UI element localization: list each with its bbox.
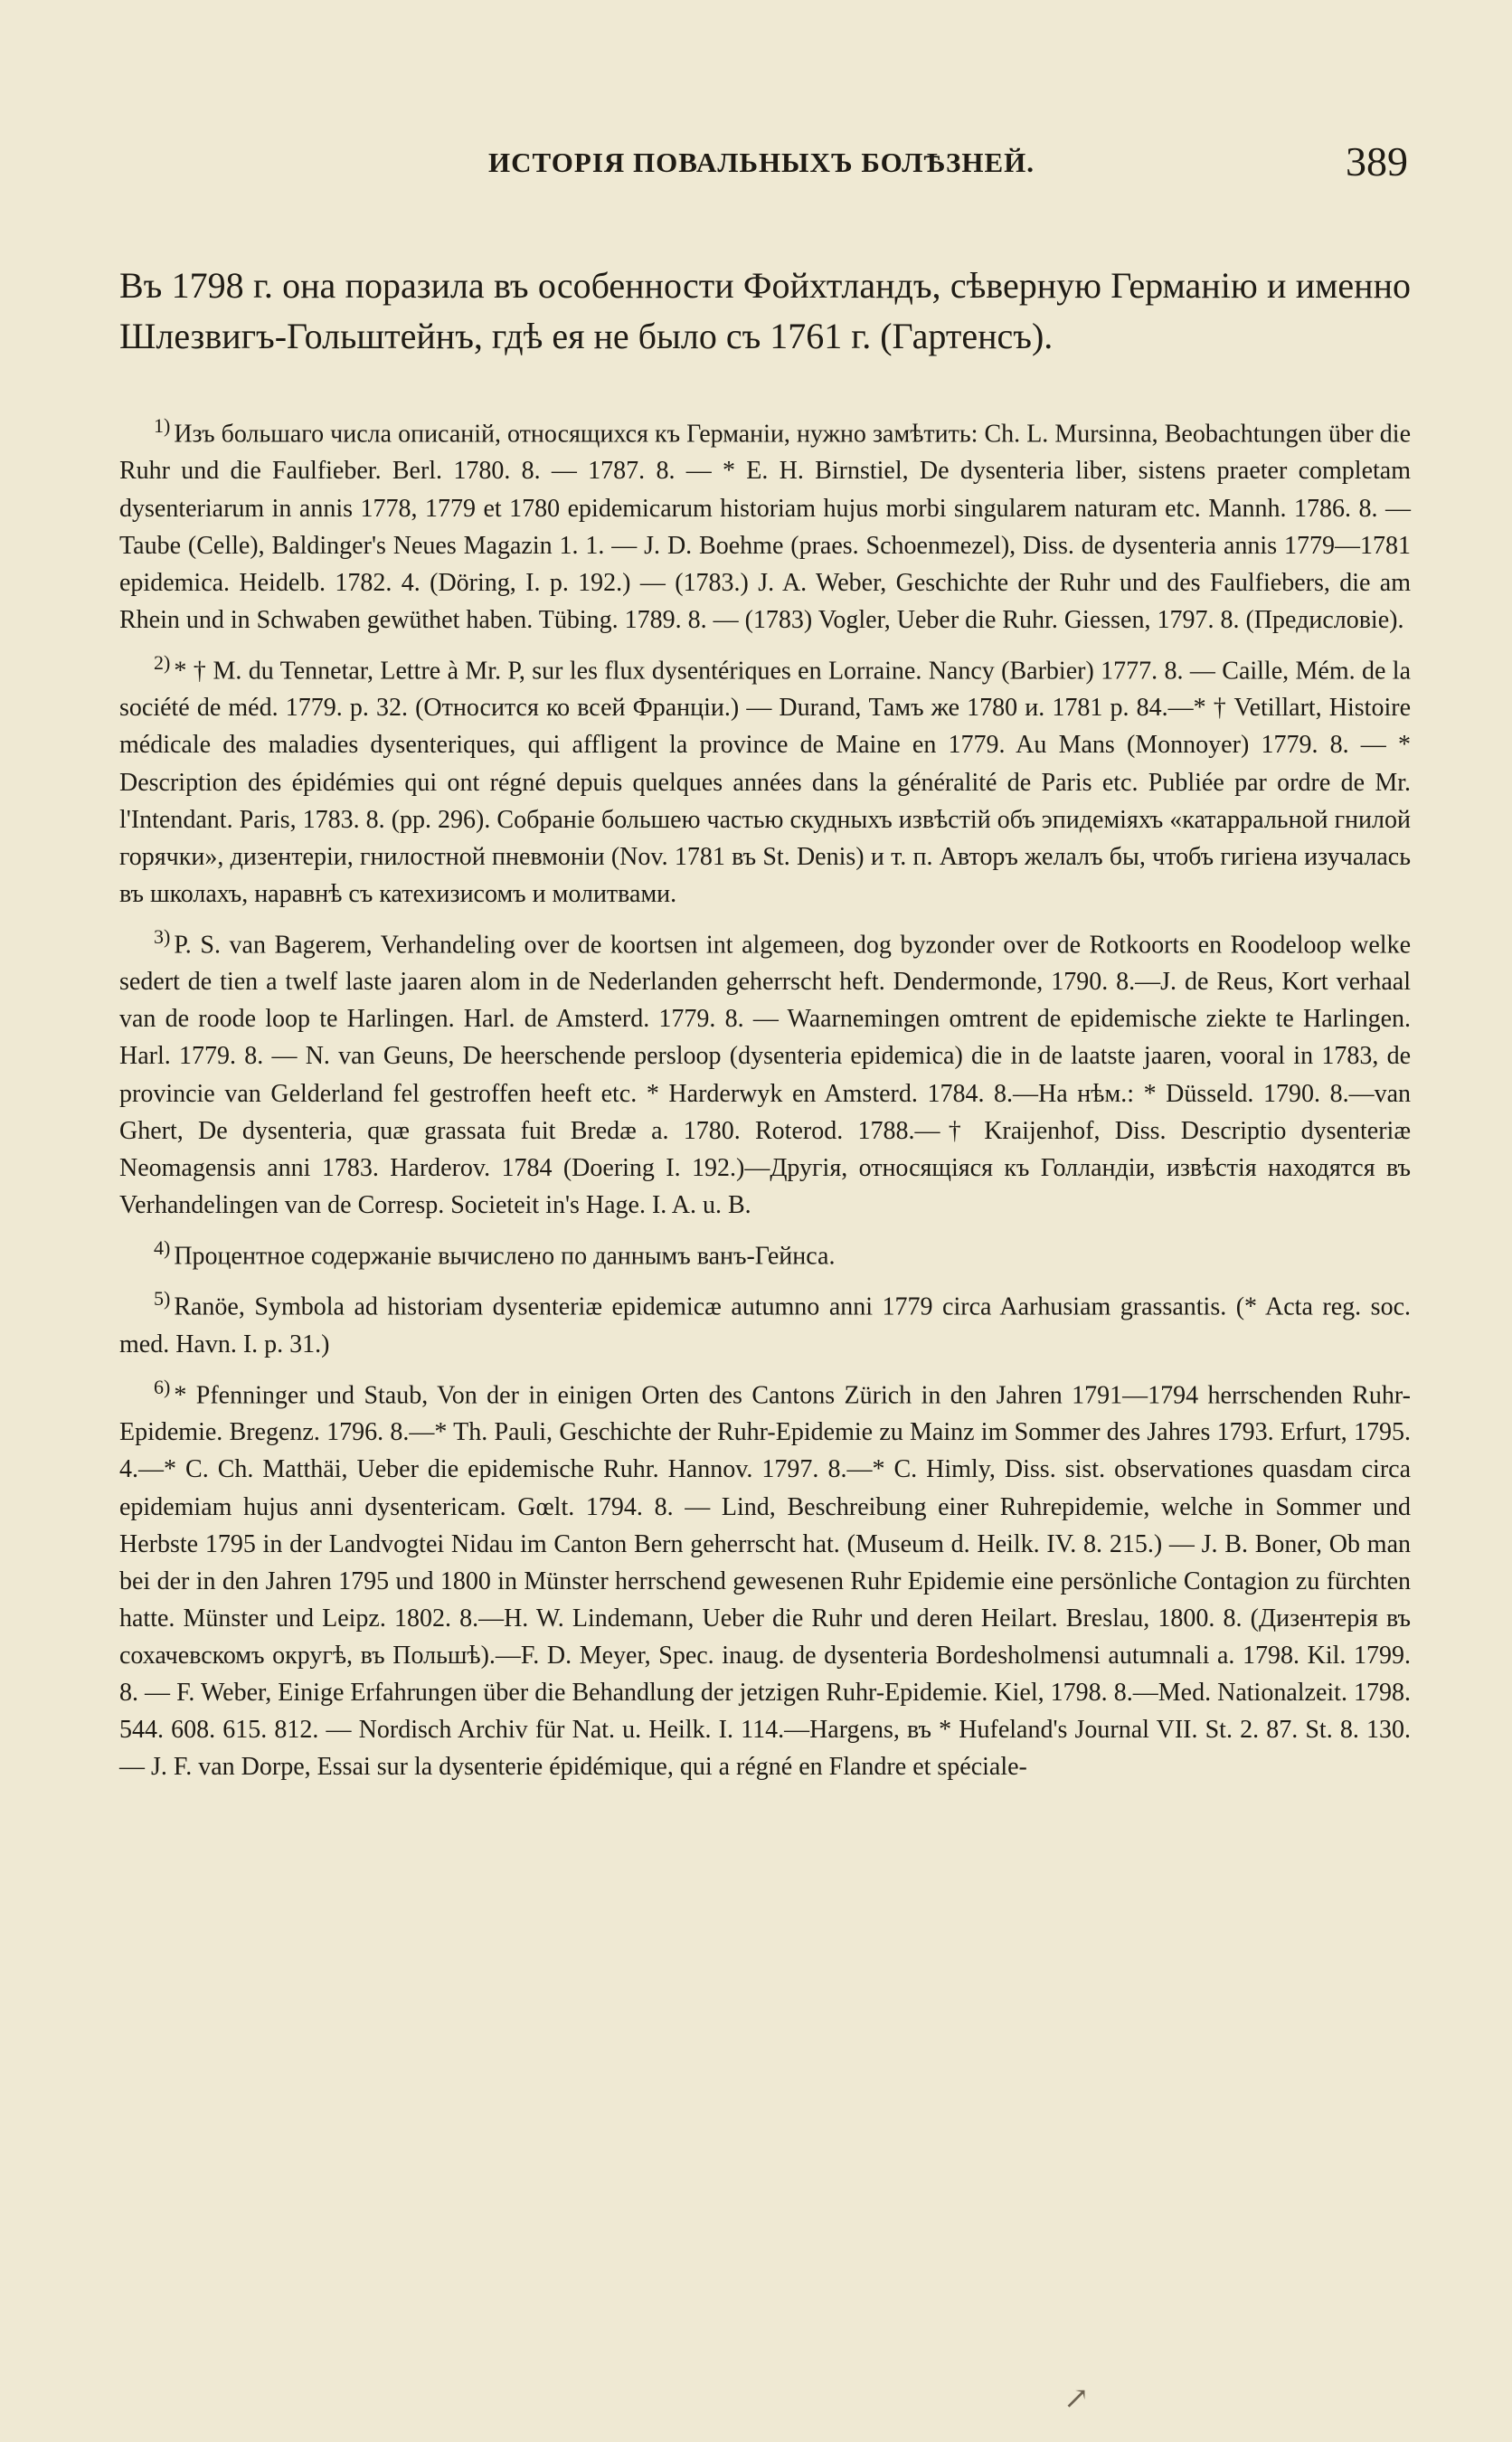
- footnote-text: * † M. du Tennetar, Lettre à Mr. P, sur les flux dysentériques en Lorraine. Nancy (Barbier) 1777. 8. — Caille, Mém. de la société de méd. 1779. p. 32. (Относится ко всей Франціи.) — Durand, Тамъ же 1780 и. 1781 p. 84.—* † Vetillart, Histoire médicale des maladies dysenteriques, qui affligent la province de Maine en 1779. Au Mans (Monnoyer) 1779. 8. — * Description des épidémies qui ont régné depuis quelques années dans la généralité de Paris etc. Publiée par ordre de Mr. l'Intendant. Paris, 1783. 8. (pp. 296). Собраніе большею частью скудныхъ извѣстій объ эпидеміяхъ «катарральной гнилой горячки», дизентеріи, гнилостной пневмоніи (Nov. 1781 въ St. Denis) и т. п. Авторъ желалъ бы, чтобъ гигіена изучалась въ школахъ, наравнѣ съ катехизисомъ и молитвами.: [119, 657, 1411, 908]
- footnote-text: P. S. van Bagerem, Verhandeling over de koortsen int algemeen, dog byzonder over de Rotkoorts en Roodeloop welke sedert de tien a twelf laste jaaren alom in de Nederlanden geherrscht heft. Dendermonde, 1790. 8.—J. de Reus, Kort verhaal van de roode loop te Harlingen. Harl. de Amsterd. 1779. 8. — Waarnemingen omtrent de epidemische ziekte te Harlingen. Harl. 1779. 8. — N. van Geuns, De heerschende persloop (dysenteria epidemica) die in de laatste jaaren, vooral in 1783, de provincie van Gelderland fel gestroffen heeft etc. * Harderwyk en Amsterd. 1784. 8.—На нѣм.: * Düsseld. 1790. 8.—van Ghert, De dysenteria, quæ grassata fuit Bredæ a. 1780. Roterod. 1788.—† Kraijenhof, Diss. Descriptio dysenteriæ Neomagensis anni 1783. Harderov. 1784 (Doering I. 192.)—Другія, относящіяся къ Голландіи, извѣстія находятся въ Verhandelingen van de Corresp. Societeit in's Hage. I. A. u. B.: [119, 931, 1411, 1219]
- footnote-text: Ranöe, Symbola ad historiam dysenteriæ epidemicæ autumno anni 1779 circa Aarhusiam grassantis. (* Acta reg. soc. med. Havn. I. p. 31.): [119, 1292, 1411, 1358]
- footnote-6: [119, 1368, 1411, 1785]
- footnotes: [119, 407, 1411, 1791]
- main-paragraph: Въ 1798 г. она поразила въ особенности Фойхтландъ, сѣверную Германію и именно Шлезвигъ-Гольштейнъ, гдѣ ея не было съ 1761 г. (Гартенсъ).: [119, 265, 1411, 356]
- pencil-mark: ↗: [1063, 2382, 1090, 2416]
- page-number: 389: [1346, 138, 1408, 185]
- footnote-number: 2): [154, 650, 171, 674]
- footnote-number: 5): [154, 1287, 171, 1311]
- footnote-number: 1): [154, 414, 171, 437]
- footnote-1: [119, 407, 1411, 639]
- footnote-3: [119, 918, 1411, 1224]
- footnote-text: Изъ большаго числа описаній, относящихся къ Германіи, нужно замѣтить: Ch. L. Mursinna, Beobachtungen über die Ruhr und die Faulfieber. Berl. 1780. 8. — 1787. 8. — * E. H. Birnstiel, De dysenteria liber, sistens praeter completam dysenteriarum in annis 1778, 1779 et 1780 epidemicarum historiam hujus morbi singularem naturam etc. Mannh. 1786. 8. — Taube (Celle), Baldinger's Neues Magazin 1. 1. — J. D. Boehme (praes. Schoenmezel), Diss. de dysenteria annis 1779—1781 epidemica. Heidelb. 1782. 4. (Döring, I. p. 192.) — (1783.) J. A. Weber, Geschichte der Ruhr und des Faulfiebers, die am Rhein und in Schwaben gewüthet haben. Tübing. 1789. 8. — (1783) Vogler, Ueber die Ruhr. Giessen, 1797. 8. (Предисловіе).: [119, 420, 1411, 634]
- footnote-5: [119, 1280, 1411, 1363]
- page-header: [0, 137, 1512, 192]
- running-title: ИСТОРІЯ ПОВАЛЬНЫХЪ БОЛѢЗНЕЙ.: [488, 147, 1035, 178]
- footnote-number: 4): [154, 1235, 171, 1259]
- footnote-number: 6): [154, 1375, 171, 1398]
- footnote-text: * Pfenninger und Staub, Von der in einigen Orten des Cantons Zürich in den Jahren 1791—1794 herrschenden Ruhr-Epidemie. Bregenz. 1796. 8.—* Th. Pauli, Geschichte der Ruhr-Epidemie zu Mainz im Sommer des Jahres 1793. Erfurt, 1795. 4.—* C. Ch. Matthäi, Ueber die epidemische Ruhr. Hannov. 1797. 8.—* C. Himly, Diss. sist. observationes quasdam circa epidemiam hujus anni dysentericam. Gœlt. 1794. 8. — Lind, Beschreibung einer Ruhrepidemie, welche in Sommer und Herbste 1795 in der Landvogtei Nidau im Canton Bern geherrscht hat. (Museum d. Heilk. IV. 8. 215.) — J. B. Boner, Ob man bei der in den Jahren 1795 und 1800 in Münster herrschend gewesenen Ruhr Epidemie eine persönliche Contagion zu fürchten hatte. Münster und Leipz. 1802. 8.—H. W. Lindemann, Ueber die Ruhr und deren Heilart. Breslau, 1800. 8. (Дизентерія въ сохачевскомъ округѣ, въ Польшѣ).—F. D. Meyer, Spec. inaug. de dysenteria Bordesholmensi autumnali a. 1798. Kil. 1799. 8. — F. Weber, Einige Erfahrungen über die Behandlung der jetzigen Ruhr-Epidemie. Kiel, 1798. 8.—Med. Nationalzeit. 1798. 544. 608. 615. 812. — Nordisch Archiv für Nat. u. Heilk. I. 114.—Hargens, въ * Hufeland's Journal VII. St. 2. 87. St. 8. 130.— J. F. van Dorpe, Essai sur la dysenterie épidémique, qui a régné en Flandre et spéciale-: [119, 1381, 1411, 1782]
- footnote-text: Процентное содержаніе вычислено по даннымъ ванъ-Гейнса.: [174, 1242, 836, 1271]
- footnote-4: [119, 1229, 1411, 1274]
- footnote-number: 3): [154, 924, 171, 948]
- footnote-2: [119, 644, 1411, 913]
